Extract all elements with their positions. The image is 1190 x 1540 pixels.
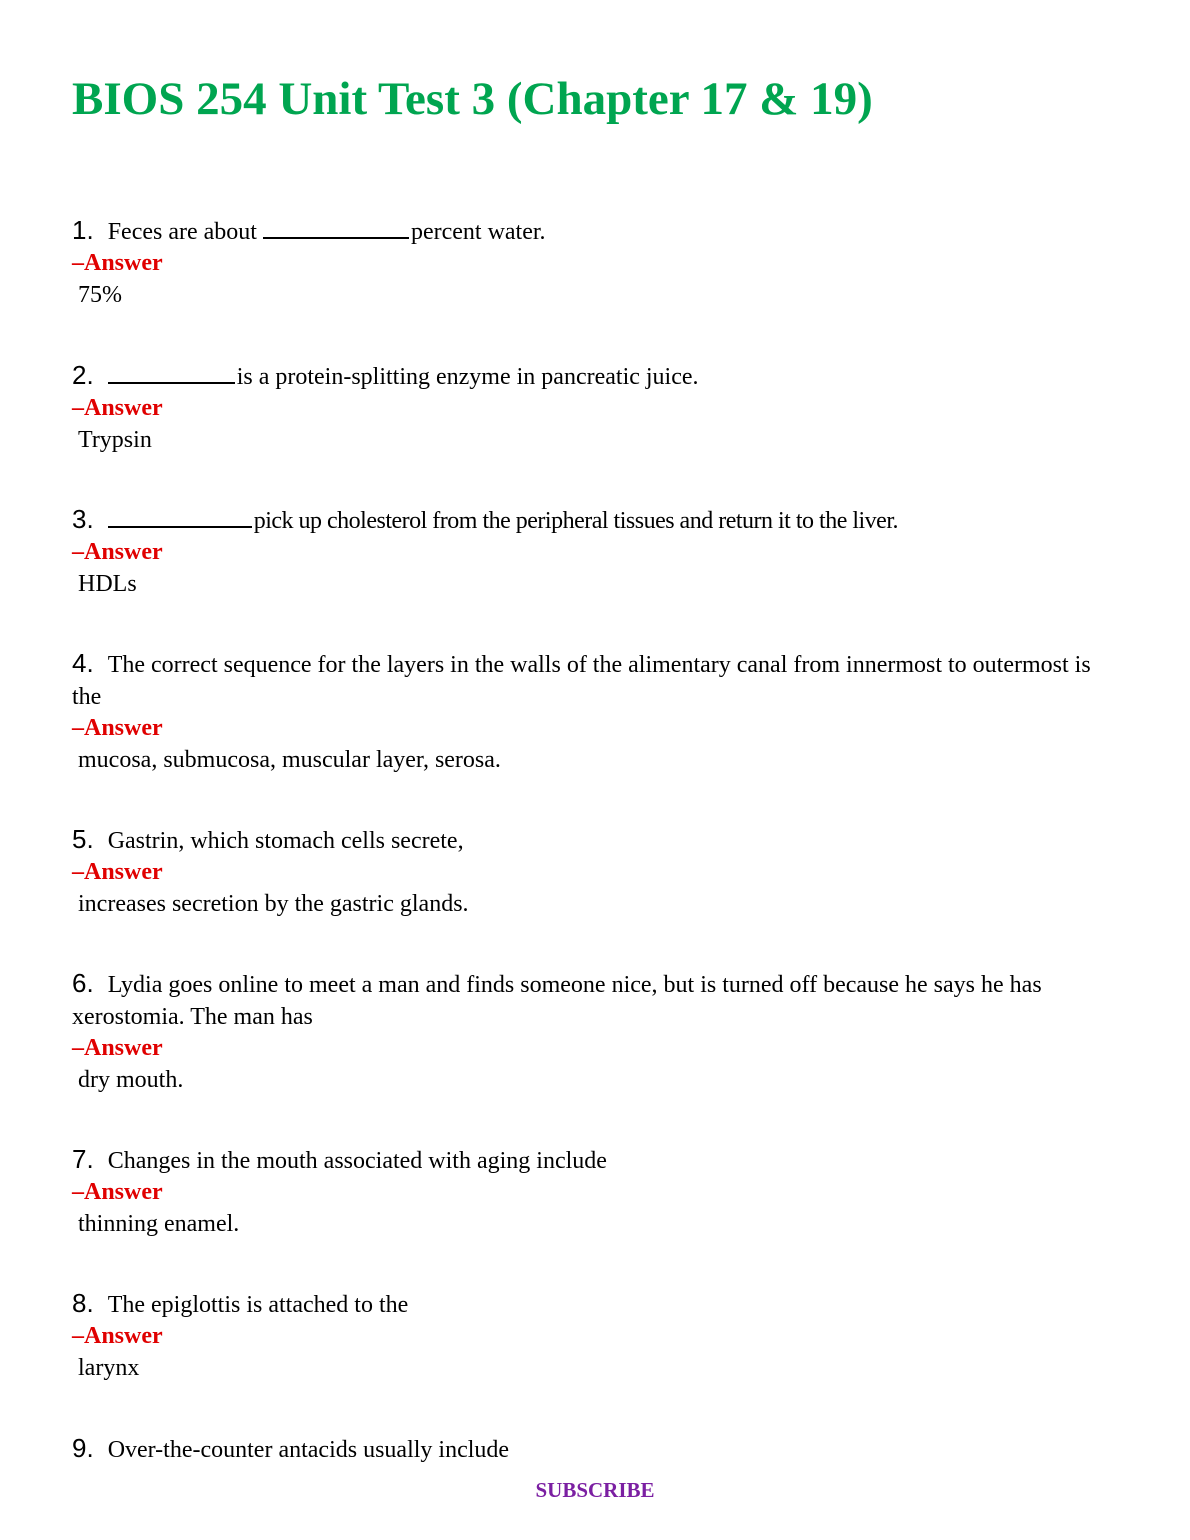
question-body: Over-the-counter antacids usually include — [107, 1437, 510, 1463]
fill-in-blank — [263, 215, 409, 239]
answer-text: mucosa, submucosa, muscular layer, serosa. — [78, 747, 501, 773]
question-5 — [72, 823, 1112, 920]
question-number: 6. — [72, 968, 94, 998]
question-body: Gastrin, which stomach cells secrete, — [107, 828, 464, 854]
answer-text: dry mouth. — [78, 1067, 184, 1093]
question-text — [72, 1143, 1112, 1177]
question-number: 5. — [72, 824, 94, 854]
question-suffix: percent water. — [410, 219, 546, 245]
fill-in-blank — [108, 360, 235, 384]
question-7 — [72, 1143, 1112, 1240]
question-number: 2. — [72, 360, 94, 390]
question-3 — [72, 503, 1112, 600]
question-number: 1. — [72, 215, 94, 245]
question-body: Lydia goes online to meet a man and finds someone nice, but is turned off because he says he has xerostomia. The man has — [72, 972, 1042, 1030]
answer-label: –Answer — [72, 1323, 163, 1349]
question-text — [72, 647, 1112, 713]
question-prefix: Feces are about — [107, 219, 263, 245]
question-text — [72, 214, 1112, 248]
question-4 — [72, 647, 1112, 776]
page-title: BIOS 254 Unit Test 3 (Chapter 17 & 19) — [72, 73, 873, 125]
fill-in-blank — [108, 504, 252, 528]
question-text — [72, 1287, 1112, 1321]
question-text — [72, 503, 1112, 537]
answer-text: increases secretion by the gastric glands. — [78, 891, 469, 917]
question-body: Changes in the mouth associated with aging include — [107, 1148, 607, 1174]
question-suffix: pick up cholesterol from the peripheral tissues and return it to the liver. — [253, 508, 898, 534]
answer-label: –Answer — [72, 715, 163, 741]
question-number: 8. — [72, 1288, 94, 1318]
question-number: 7. — [72, 1144, 94, 1174]
answer-label: –Answer — [72, 250, 163, 276]
answer-label: –Answer — [72, 859, 163, 885]
question-text — [72, 359, 1112, 393]
question-suffix: is a protein-splitting enzyme in pancreatic juice. — [236, 364, 699, 390]
answer-text: 75% — [78, 282, 122, 308]
question-number: 9. — [72, 1433, 94, 1463]
subscribe-link[interactable]: SUBSCRIBE — [535, 1478, 655, 1502]
answer-text: larynx — [78, 1355, 140, 1381]
question-8 — [72, 1287, 1112, 1384]
answer-label: –Answer — [72, 1179, 163, 1205]
question-text — [72, 967, 1112, 1033]
answer-label: –Answer — [72, 395, 163, 421]
question-2 — [72, 359, 1112, 456]
answer-label: –Answer — [72, 539, 163, 565]
question-number: 3. — [72, 504, 94, 534]
answer-text: HDLs — [78, 571, 137, 597]
answer-label: –Answer — [72, 1035, 163, 1061]
question-1 — [72, 214, 1112, 311]
question-6 — [72, 967, 1112, 1096]
question-body: The epiglottis is attached to the — [107, 1292, 409, 1318]
question-text — [72, 823, 1112, 857]
question-body: The correct sequence for the layers in the walls of the alimentary canal from innermost to outermost is the — [72, 652, 1091, 710]
answer-text: Trypsin — [78, 427, 152, 453]
question-number: 4. — [72, 648, 94, 678]
question-text — [72, 1432, 1112, 1466]
question-9 — [72, 1432, 1112, 1466]
answer-text: thinning enamel. — [78, 1211, 240, 1237]
